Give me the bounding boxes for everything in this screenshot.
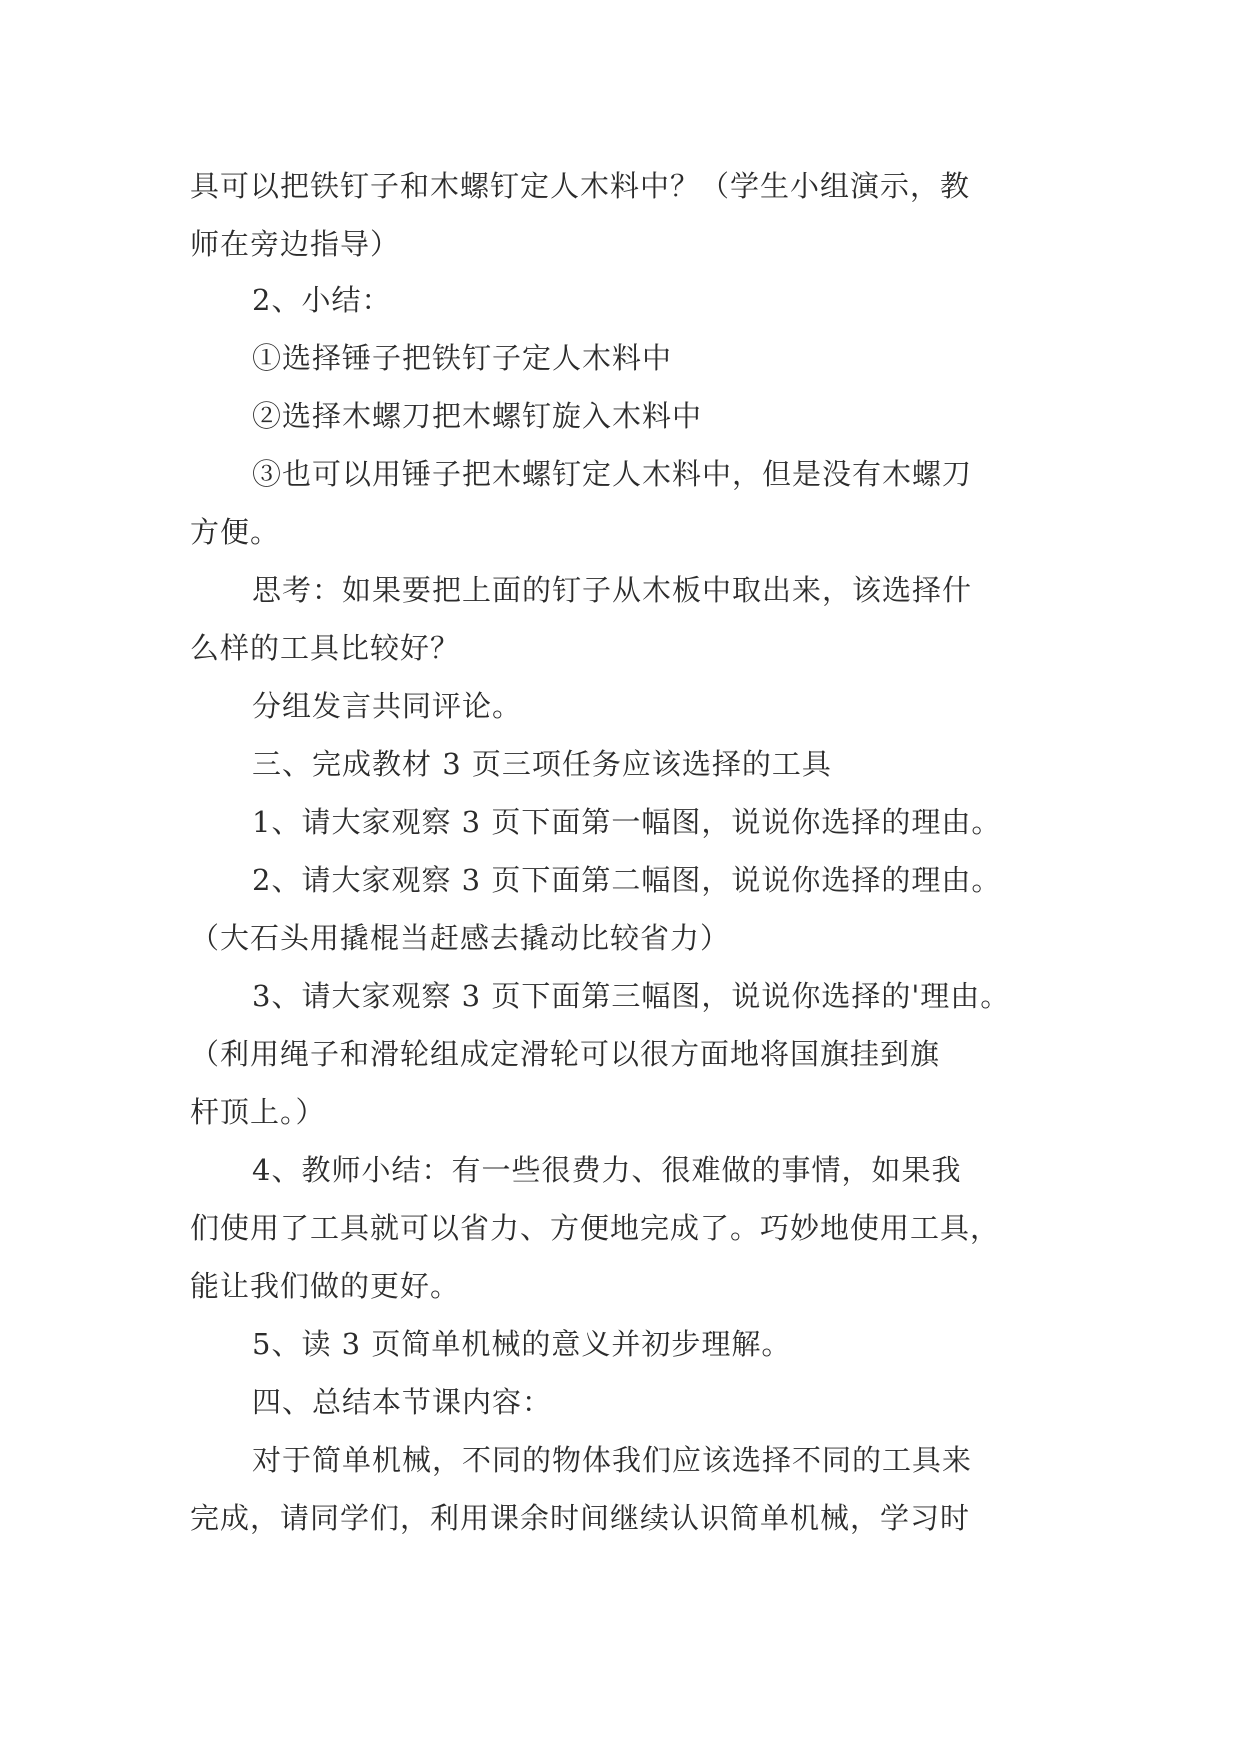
- text-line: 方便。: [190, 515, 281, 549]
- text-line: 们使用了工具就可以省力、方便地完成了。巧妙地使用工具，: [190, 1211, 1001, 1245]
- text-line: ③也可以用锤子把木螺钉定人木料中，但是没有木螺刀: [252, 457, 973, 491]
- text-line: 5、读 3 页简单机械的意义并初步理解。: [252, 1327, 792, 1361]
- text-line: 三、完成教材 3 页三项任务应该选择的工具: [252, 747, 832, 781]
- text-line: （大石头用撬棍当赶感去撬动比较省力）: [190, 921, 731, 955]
- text-line: 师在旁边指导）: [190, 227, 401, 261]
- text-line: 1、请大家观察 3 页下面第一幅图，说说你选择的理由。: [252, 805, 1002, 839]
- text-line: 杆顶上。）: [190, 1095, 326, 1129]
- text-line: 4、教师小结：有一些很费力、很难做的事情，如果我: [252, 1153, 962, 1187]
- text-line: （利用绳子和滑轮组成定滑轮可以很方面地将国旗挂到旗: [190, 1037, 941, 1071]
- text-line: 2、小结：: [252, 283, 392, 317]
- text-line: 四、总结本节课内容：: [252, 1385, 553, 1419]
- text-line: ①选择锤子把铁钉子定人木料中: [252, 341, 673, 375]
- text-line: 分组发言共同评论。: [252, 689, 523, 723]
- text-line: 3、请大家观察 3 页下面第三幅图，说说你选择的'理由。: [252, 979, 1011, 1013]
- text-line: 2、请大家观察 3 页下面第二幅图，说说你选择的理由。: [252, 863, 1002, 897]
- text-line: 完成，请同学们，利用课余时间继续认识简单机械，学习时: [190, 1501, 971, 1535]
- text-line: ②选择木螺刀把木螺钉旋入木料中: [252, 399, 703, 433]
- text-line: 思考：如果要把上面的钉子从木板中取出来，该选择什: [252, 573, 973, 607]
- text-line: 能让我们做的更好。: [190, 1269, 461, 1303]
- text-line: 么样的工具比较好？: [190, 631, 461, 665]
- text-line: 对于简单机械，不同的物体我们应该选择不同的工具来: [252, 1443, 973, 1477]
- text-line: 具可以把铁钉子和木螺钉定人木料中？（学生小组演示，教: [190, 169, 971, 203]
